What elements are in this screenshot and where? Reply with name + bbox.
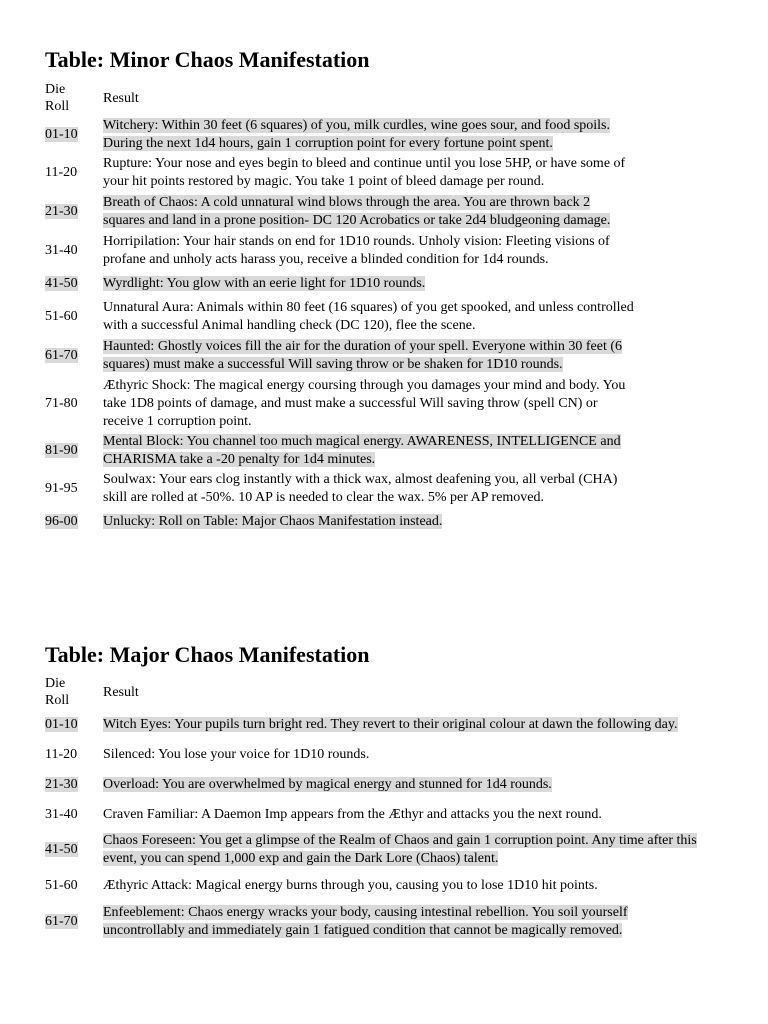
result-text-line: Witchery: Within 30 feet (6 squares) of you, milk curdles, wine goes sour, and food spoils. (103, 118, 611, 133)
table-row (45, 740, 768, 770)
result-cell (103, 155, 768, 191)
result-text-line: Æthyric Shock: The magical energy coursing through you damages your mind and body. You (103, 378, 626, 393)
result-text-line: skill are rolled at -50%. 10 AP is needed to clear the wax. 5% per AP removed. (103, 490, 545, 505)
table-row (45, 232, 768, 270)
result-text-line: Æthyric Attack: Magical energy burns through you, causing you to lose 1D10 hit points. (103, 878, 598, 893)
result-text-line: profane and unholy acts harass you, receive a blinded condition for 1d4 rounds. (103, 252, 549, 267)
result-cell (103, 275, 768, 293)
table-row (45, 830, 768, 870)
result-text-line: During the next 1d4 hours, gain 1 corruption point for every fortune point spent. (103, 136, 553, 151)
die-roll-cell: 81-90 (45, 443, 78, 458)
table-row (45, 508, 768, 536)
header-result: Result (103, 684, 139, 700)
die-roll-cell: 21-30 (45, 777, 78, 792)
result-cell (103, 299, 768, 335)
header-die-roll: Die Roll (45, 676, 70, 708)
table-row (45, 770, 768, 800)
result-text-line: Rupture: Your nose and eyes begin to bleed and continue until you lose 5HP, or have some of (103, 156, 626, 171)
result-text-line: Mental Block: You channel too much magical energy. AWARENESS, INTELLIGENCE and (103, 434, 621, 449)
result-cell (103, 877, 768, 895)
table-row (45, 432, 768, 470)
die-roll-cell: 51-60 (45, 309, 78, 324)
die-roll-cell: 51-60 (45, 878, 78, 893)
die-roll-cell: 96-00 (45, 514, 78, 529)
die-roll-cell: 91-95 (45, 481, 78, 496)
result-text-line: squares and land in a prone position- DC 120 Acrobatics or take 2d4 bludgeoning damage. (103, 213, 611, 228)
table-row (45, 336, 768, 376)
result-cell (103, 338, 768, 374)
result-text-line: Silenced: You lose your voice for 1D10 rounds. (103, 747, 370, 762)
die-roll-cell: 71-80 (45, 396, 78, 411)
table-row (45, 470, 768, 508)
result-cell (103, 117, 768, 153)
minor-chaos-table (45, 80, 768, 536)
table-row (45, 710, 768, 740)
result-text-line: Overload: You are overwhelmed by magical energy and stunned for 1d4 rounds. (103, 777, 552, 792)
result-text-line: Wyrdlight: You glow with an eerie light for 1D10 rounds. (103, 276, 426, 291)
major-table-title: Table: Major Chaos Manifestation (45, 642, 370, 667)
header-result: Result (103, 90, 139, 106)
result-text-line: uncontrollably and immediately gain 1 fatigued condition that cannot be magically removed. (103, 923, 623, 938)
header-die-roll: Die Roll (45, 82, 70, 114)
table-header (45, 80, 768, 116)
result-cell (103, 716, 768, 734)
die-roll-cell: 31-40 (45, 807, 78, 822)
result-cell (103, 776, 768, 794)
result-cell (103, 471, 768, 507)
table-row (45, 298, 768, 336)
result-cell (103, 904, 768, 940)
result-cell (103, 233, 768, 269)
result-cell (103, 433, 768, 469)
die-roll-cell: 01-10 (45, 717, 78, 732)
result-text-line: Horripilation: Your hair stands on end for 1D10 rounds. Unholy vision: Fleeting visions of (103, 234, 610, 249)
result-text-line: Haunted: Ghostly voices fill the air for the duration of your spell. Everyone within 30 feet (6 (103, 339, 623, 354)
result-text-line: Enfeeblement: Chaos energy wracks your body, causing intestinal rebellion. You soil yourself (103, 905, 628, 920)
result-text-line: CHARISMA take a -20 penalty for 1d4 minutes. (103, 452, 376, 467)
table-row (45, 116, 768, 154)
table-row (45, 270, 768, 298)
result-text-line: Breath of Chaos: A cold unnatural wind blows through the area. You are thrown back 2 (103, 195, 591, 210)
table-row (45, 154, 768, 192)
result-cell (103, 832, 768, 868)
die-roll-cell: 11-20 (45, 747, 78, 762)
result-text-line: your hit points restored by magic. You take 1 point of bleed damage per round. (103, 174, 545, 189)
die-roll-cell: 11-20 (45, 165, 78, 180)
table-row (45, 376, 768, 432)
result-text-line: take 1D8 points of damage, and must make a successful Will saving throw (spell CN) or (103, 396, 598, 411)
result-text-line: with a successful Animal handling check (DC 120), flee the scene. (103, 318, 476, 333)
die-roll-cell: 31-40 (45, 243, 78, 258)
die-roll-cell: 21-30 (45, 204, 78, 219)
result-text-line: Chaos Foreseen: You get a glimpse of the Realm of Chaos and gain 1 corruption point. Any time after this (103, 833, 697, 848)
minor-table-title: Table: Minor Chaos Manifestation (45, 47, 370, 72)
table-row (45, 192, 768, 232)
table-header (45, 674, 768, 710)
result-text-line: receive 1 corruption point. (103, 414, 252, 429)
result-cell (103, 513, 768, 531)
result-text-line: Unnatural Aura: Animals within 80 feet (16 squares) of you get spooked, and unless controlled (103, 300, 634, 315)
result-text-line: squares) must make a successful Will saving throw or be shaken for 1D10 rounds. (103, 357, 563, 372)
result-cell (103, 806, 768, 824)
result-text-line: Witch Eyes: Your pupils turn bright red. They revert to their original colour at dawn the following day. (103, 717, 678, 732)
result-text-line: event, you can spend 1,000 exp and gain the Dark Lore (Chaos) talent. (103, 851, 499, 866)
result-text-line: Unlucky: Roll on Table: Major Chaos Manifestation instead. (103, 514, 443, 529)
major-chaos-table (45, 674, 768, 942)
result-cell (103, 746, 768, 764)
result-cell (103, 377, 768, 431)
die-roll-cell: 61-70 (45, 914, 78, 929)
die-roll-cell: 61-70 (45, 348, 78, 363)
result-text-line: Soulwax: Your ears clog instantly with a thick wax, almost deafening you, all verbal (CHA) (103, 472, 618, 487)
result-cell (103, 194, 768, 230)
die-roll-cell: 01-10 (45, 127, 78, 142)
die-roll-cell: 41-50 (45, 276, 78, 291)
table-row (45, 800, 768, 830)
die-roll-cell: 41-50 (45, 842, 78, 857)
table-row (45, 870, 768, 902)
table-row (45, 902, 768, 942)
result-text-line: Craven Familiar: A Daemon Imp appears from the Æthyr and attacks you the next round. (103, 807, 602, 822)
